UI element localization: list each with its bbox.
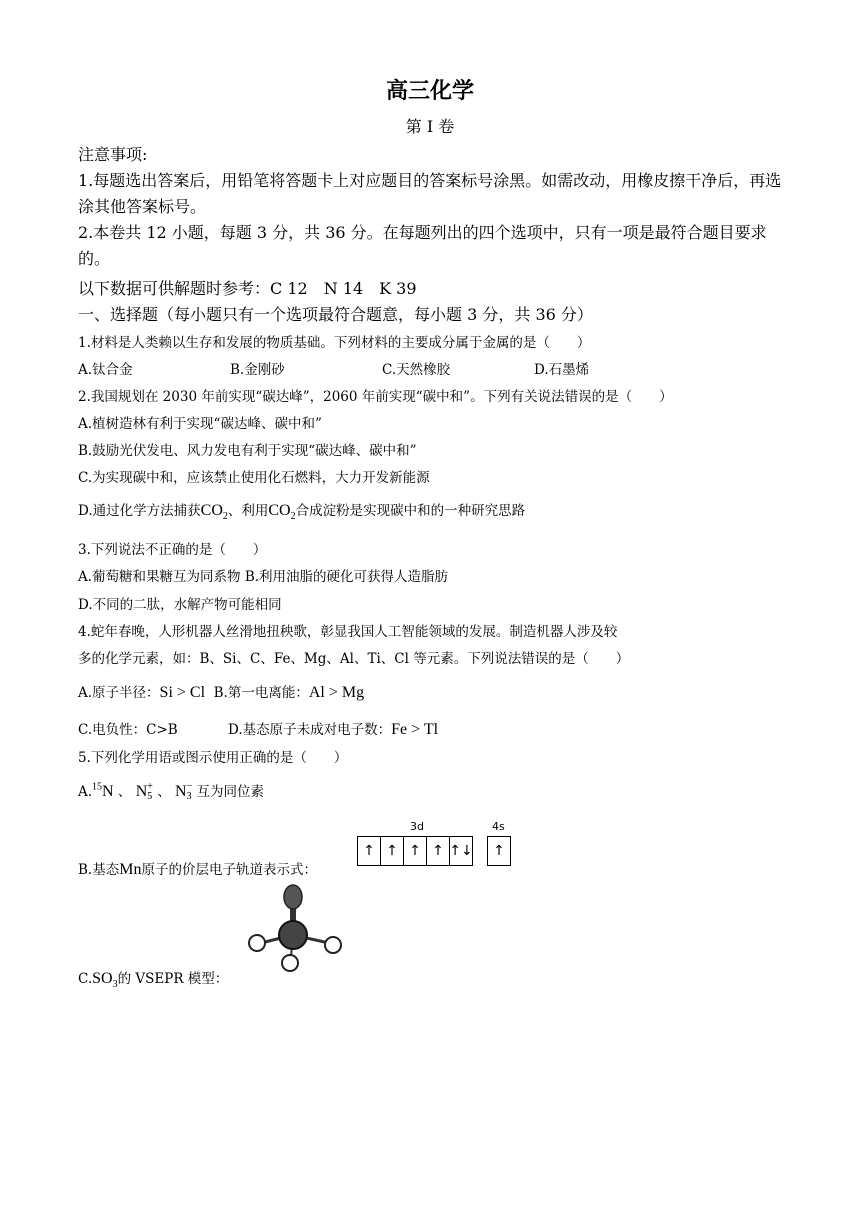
oxygen-atom-left xyxy=(249,935,265,951)
co2-co: CO xyxy=(200,502,223,519)
n15-symbol xyxy=(92,783,114,800)
q1-stem: 1.材料是人类赖以生存和发展的物质基础。下列材料的主要成分属于金属的是（ ） xyxy=(78,335,591,351)
q2-d-text-2: 、利用 xyxy=(227,503,269,519)
n3-sub: 3 xyxy=(186,791,192,803)
n3-n: N xyxy=(175,783,187,800)
section-heading: 一、选择题（每小题只有一个选项最符合题意，每小题 3 分，共 36 分） xyxy=(78,305,593,324)
q5-c-pre: C. xyxy=(78,971,93,987)
orbital-3d-cell-5: ↑↓ xyxy=(449,843,473,859)
q5-c-post: 的 VSEPR 模型： xyxy=(117,971,229,987)
q4-option-d-label: D.基态原子未成对电子数： xyxy=(228,722,392,738)
q5-b-pre: B.基态 xyxy=(78,862,120,878)
orbital-4s-box xyxy=(487,836,511,866)
so3-formula xyxy=(92,970,118,991)
orbital-3d-cell-1: ↑ xyxy=(358,837,381,865)
page-title: 高三化学 xyxy=(385,78,474,104)
vsepr-model-image xyxy=(243,883,343,975)
q2-option-b: B.鼓励光伏发电、风力发电有利于实现“碳达峰、碳中和” xyxy=(78,443,417,459)
n3-minus-symbol xyxy=(175,781,193,803)
q4-option-a-label: A.原子半径： xyxy=(78,685,160,701)
q5-b-post: 原子的价层电子轨道表示式： xyxy=(141,862,317,878)
q4-options-ab xyxy=(78,681,364,702)
oxygen-atom-bottom xyxy=(282,955,298,971)
orbital-3d-cell-2: ↑ xyxy=(381,837,404,865)
lone-pair-lobe xyxy=(284,885,302,909)
q1-option-b: B.金刚砂 xyxy=(230,362,285,378)
q5-a-label: A. xyxy=(78,784,93,800)
q4-option-a-formula: Si > Cl xyxy=(159,684,206,701)
note-item-2: 2.本卷共 12 小题，每题 3 分，共 36 分。在每题列出的四个选项中，只有一项是最符合题目要求的。 xyxy=(78,223,767,268)
q4-option-d-formula: Fe > Tl xyxy=(391,721,439,738)
q1-option-c: C.天然橡胶 xyxy=(382,362,451,378)
q2-stem: 2.我国规划在 2030 年前实现“碳达峰”，2060 年前实现“碳中和”。下列有关说法错误的是（ ） xyxy=(78,389,673,405)
co2-sub: 2 xyxy=(222,511,228,523)
mn-symbol: Mn xyxy=(119,861,142,878)
orbital-4s-cell-1: ↑ xyxy=(493,843,505,859)
orbital-3d-cell-3: ↑ xyxy=(404,837,427,865)
co2-formula xyxy=(200,502,228,523)
q3-stem: 3.下列说法不正确的是（ ） xyxy=(78,542,267,558)
q5-option-b xyxy=(78,858,317,879)
oxygen-atom-right xyxy=(325,937,341,953)
so3-sub: 3 xyxy=(112,979,118,991)
n5-sub: 5 xyxy=(147,791,153,803)
n3-charge: − xyxy=(186,781,193,793)
q4-stem-1: 4.蛇年春晚，人形机器人丝滑地扭秧歌，彰显我国人工智能领域的发展。制造机器人涉及较 xyxy=(78,624,618,640)
q4-option-c: C.电负性：C>B xyxy=(78,722,178,738)
q2-option-a: A.植树造林有利于实现“碳达峰、碳中和” xyxy=(78,416,322,432)
notes-heading: 注意事项: xyxy=(78,145,148,164)
page-subtitle: 第 I 卷 xyxy=(405,117,455,136)
q4-option-b-label: B.第一电离能： xyxy=(213,685,309,701)
orbital-3d-box xyxy=(357,836,473,866)
n15-n: N xyxy=(102,783,114,800)
q1-option-a: A.钛合金 xyxy=(78,362,133,378)
orbital-3d-cell-4: ↑ xyxy=(427,837,450,865)
q4-option-b-formula: Al > Mg xyxy=(308,684,365,701)
q5-a-text: 互为同位素 xyxy=(196,784,264,800)
q3-option-d: D.不同的二肽，水解产物可能相同 xyxy=(78,597,282,613)
co2-sub: 2 xyxy=(290,511,296,523)
q5-a-sep-1: 、 xyxy=(117,784,132,800)
orbital-4s-label: 4s xyxy=(492,820,505,833)
co2-co: CO xyxy=(268,502,291,519)
q5-a-sep-2: 、 xyxy=(157,784,171,800)
q4-options-cd xyxy=(78,718,438,739)
n15-mass: 15 xyxy=(92,781,103,793)
note-item-3: 以下数据可供解题时参考：C 12 N 14 K 39 xyxy=(78,279,417,298)
orbital-3d-label: 3d xyxy=(410,820,424,833)
q5-option-c xyxy=(78,967,228,990)
q4-stem-2: 多的化学元素，如：B、Si、C、Fe、Mg、Al、Ti、Cl 等元素。下列说法错误的是（ ） xyxy=(78,651,630,667)
co2-formula xyxy=(268,502,296,523)
q2-option-d xyxy=(78,499,525,522)
central-atom xyxy=(279,921,307,949)
q1-option-d: D.石墨烯 xyxy=(534,362,590,378)
q1-options xyxy=(78,358,589,378)
q3-option-ab: A.葡萄糖和果糖互为同系物 B.利用油脂的硬化可获得人造脂肪 xyxy=(78,569,449,585)
so3-so: SO xyxy=(92,970,113,987)
n5-plus-symbol xyxy=(135,781,153,803)
n5-n: N xyxy=(135,783,148,800)
q5-stem: 5.下列化学用语或图示使用正确的是（ ） xyxy=(78,750,348,766)
n5-charge: + xyxy=(147,781,153,793)
q2-d-text-3: 合成淀粉是实现碳中和的一种研究思路 xyxy=(295,503,526,519)
note-item-1: 1.每题选出答案后，用铅笔将答题卡上对应题目的答案标号涂黑。如需改动，用橡皮擦干净后，再选涂其他答案标号。 xyxy=(78,171,782,216)
q5-option-a xyxy=(78,780,264,802)
q2-option-c: C.为实现碳中和，应该禁止使用化石燃料，大力开发新能源 xyxy=(78,470,430,486)
q2-d-text-1: D.通过化学方法捕获 xyxy=(78,503,201,519)
